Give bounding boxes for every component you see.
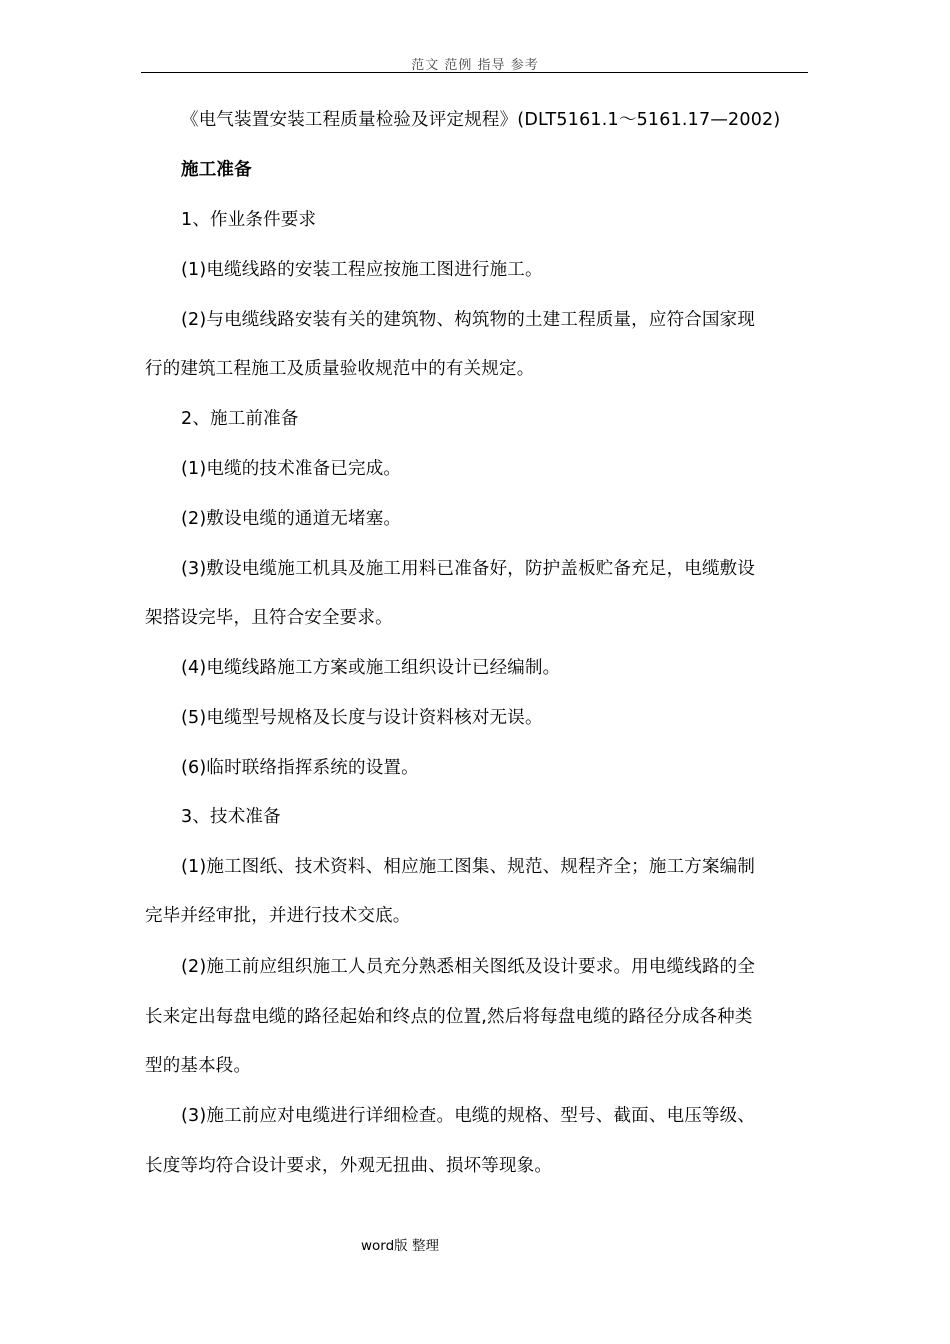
paragraph-line: (3)施工前应对电缆进行详细检查。电缆的规格、型号、截面、电压等级、	[181, 1106, 756, 1126]
paragraph-line: (2)敷设电缆的通道无堵塞。	[181, 509, 402, 529]
paragraph-line: 架搭设完毕，且符合安全要求。	[145, 608, 393, 628]
page-footer: word版 整理	[361, 1238, 439, 1254]
paragraph-line: (5)电缆型号规格及长度与设计资料核对无误。	[181, 708, 543, 728]
paragraph-line: (1)电缆线路的安装工程应按施工图进行施工。	[181, 260, 543, 280]
paragraph-line: 型的基本段。	[145, 1056, 252, 1076]
paragraph-line: (1)施工图纸、技术资料、相应施工图集、规范、规程齐全；施工方案编制	[181, 857, 756, 877]
subsection-heading-2: 2、施工前准备	[181, 409, 299, 429]
paragraph-line: (2)施工前应组织施工人员充分熟悉相关图纸及设计要求。用电缆线路的全	[181, 957, 756, 977]
page-header: 范文 范例 指导 参考	[411, 58, 539, 73]
paragraph-line: (6)临时联络指挥系统的设置。	[181, 758, 419, 778]
section-heading: 施工准备	[181, 160, 252, 180]
document-title: 《电气装置安装工程质量检验及评定规程》(DLT5161.1～5161.17—2002)	[181, 110, 781, 130]
paragraph-line: 长来定出每盘电缆的路径起始和终点的位置,然后将每盘电缆的路径分成各种类	[145, 1007, 753, 1027]
subsection-heading-1: 1、作业条件要求	[181, 210, 317, 230]
paragraph-line: (2)与电缆线路安装有关的建筑物、构筑物的土建工程质量，应符合国家现	[181, 310, 756, 330]
paragraph-line: (3)敷设电缆施工机具及施工用料已准备好，防护盖板贮备充足，电缆敷设	[181, 559, 756, 579]
paragraph-line: 行的建筑工程施工及质量验收规范中的有关规定。	[145, 359, 535, 379]
subsection-heading-3: 3、技术准备	[181, 807, 281, 827]
paragraph-line: (4)电缆线路施工方案或施工组织设计已经编制。	[181, 658, 561, 678]
paragraph-line: 完毕并经审批，并进行技术交底。	[145, 906, 411, 926]
paragraph-line: (1)电缆的技术准备已完成。	[181, 459, 402, 479]
paragraph-line: 长度等均符合设计要求，外观无扭曲、损坏等现象。	[145, 1156, 553, 1176]
header-rule	[141, 72, 808, 73]
